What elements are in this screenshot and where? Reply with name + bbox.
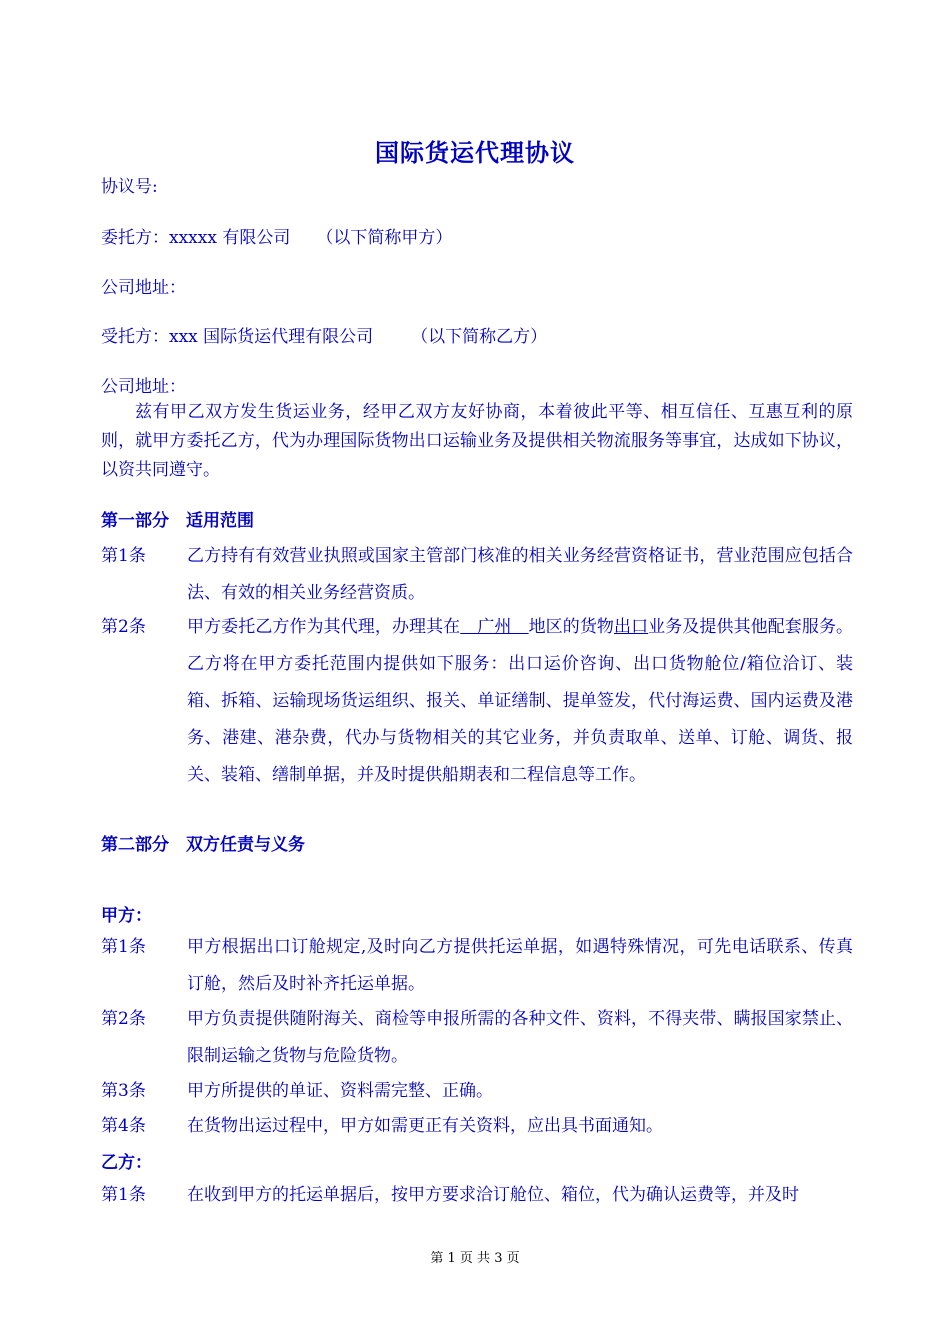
clause-number: 第2条 (101, 617, 146, 637)
document-title: 国际货运代理协议 (375, 138, 575, 167)
clause-text-part: 地区的货物 (528, 617, 614, 637)
clause-number: 第4条 (101, 1116, 146, 1136)
agent-address: 公司地址： (101, 377, 186, 397)
clause-number: 第2条 (101, 1009, 146, 1029)
party-a-clause-1 (101, 929, 853, 1003)
clause-text: 乙方持有有效营业执照或国家主管部门核准的相关业务经营资格证书，营业范围应包括合法、有效的相关业务经营资质。 (187, 546, 853, 603)
party-b-clause-1 (101, 1177, 853, 1214)
part2-heading: 第二部分 双方任责与义务 (101, 835, 305, 855)
party-a-clause-3 (101, 1073, 853, 1110)
agent-line (101, 326, 547, 348)
party-a-label: 甲方： (101, 906, 152, 926)
party-a-clause-4 (101, 1108, 853, 1145)
part1-heading: 第一部分 适用范围 (101, 511, 254, 531)
principal-address: 公司地址： (101, 278, 186, 298)
principal-label: 委托方：xxxxx 有限公司 (101, 228, 291, 248)
region-field: 广州 (460, 617, 529, 637)
agreement-number: 协议号: (101, 177, 158, 197)
clause-number: 第1条 (101, 1185, 146, 1205)
party-a-clause-2 (101, 1001, 853, 1075)
clause-text: 甲方负责提供随附海关、商检等申报所需的各种文件、资料，不得夹带、瞒报国家禁止、限制运输之货物与危险货物。 (187, 1009, 853, 1066)
clause-text-part: 甲方委托乙方作为其代理，办理其在 (187, 617, 461, 637)
clause-text: 在收到甲方的托运单据后，按甲方要求洽订舱位、箱位，代为确认运费等，并及时 (187, 1185, 799, 1205)
intro-paragraph: 兹有甲乙双方发生货运业务，经甲乙双方友好协商，本着彼此平等、相互信任、互惠互利的原则，就甲方委托乙方，代为办理国际货物出口运输业务及提供相关物流服务等事宜，达成如下协议，以资共同遵守。 (101, 402, 853, 480)
agent-label: 受托方：xxx 国际货运代理有限公司 (101, 327, 374, 347)
clause-text (187, 609, 853, 794)
agent-note: （以下简称乙方） (411, 327, 548, 347)
clause-number: 第1条 (101, 546, 146, 566)
clause-number: 第1条 (101, 937, 146, 957)
part1-clause-1 (101, 538, 853, 612)
principal-note: （以下简称甲方） (316, 228, 453, 248)
part1-clause-2 (101, 609, 853, 794)
clause-text: 在货物出运过程中，甲方如需更正有关资料，应出具书面通知。 (187, 1116, 663, 1136)
business-type-field: 出口 (614, 617, 649, 637)
clause-text-part: 业务及提供其他配套服务。乙方将在甲方委托范围内提供如下服务：出口运价咨询、出口货物舱位/箱位洽订、装箱、拆箱、运输现场货运组织、报关、单证缮制、提单签发，代付海运费、国内运费及港务、港建、港杂费，代办与货物相关的其它业务，并负责取单、送单、订舱、调货、报关、装箱、缮制单据，并及时提供船期表和二程信息等工作。 (187, 617, 854, 785)
clause-text: 甲方所提供的单证、资料需完整、正确。 (187, 1081, 493, 1101)
party-b-label: 乙方： (101, 1153, 152, 1173)
page-footer: 第 1 页 共 3 页 (430, 1251, 520, 1266)
clause-text: 甲方根据出口订舱规定,及时向乙方提供托运单据，如遇特殊情况，可先电话联系、传真订舱，然后及时补齐托运单据。 (187, 937, 853, 994)
principal-line (101, 227, 452, 249)
clause-number: 第3条 (101, 1081, 146, 1101)
